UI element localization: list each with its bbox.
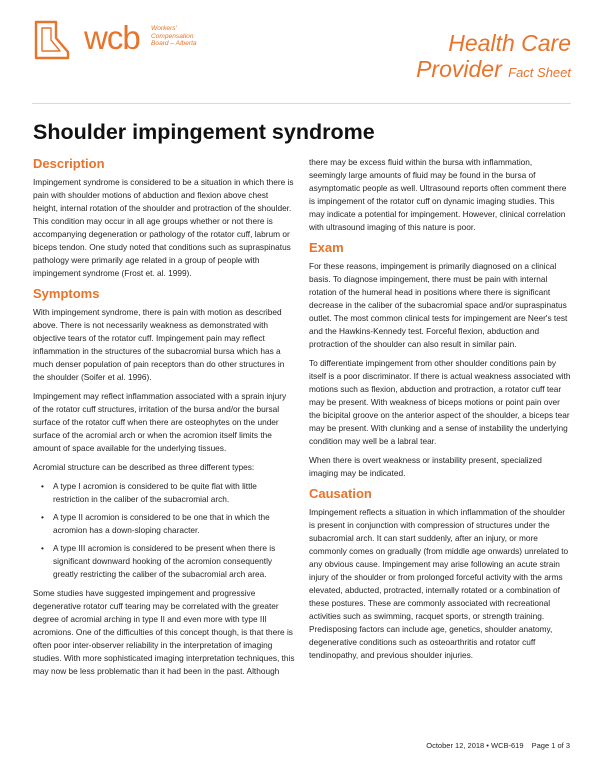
symptoms-paragraph-2: Impingement may reflect inflammation associated with a sprain injury of the rotator cuff structures, irritation of the bursa and/or the bursal surface of the rotator cuff when there are osteophytes on the under surface of the acromial arch or when the acromion itself limits the amount of space available for the underlying tissues. [33,391,287,453]
description-paragraph: Impingement syndrome is considered to be a situation in which there is pain with shoulder motions of abduction and flexion above chest height, internal rotation of the shoulder and protraction of the shoulder. This condition may occur in all age groups whether or not there is accompanying degeneration or pathology of the rotator cuff, labrum or biceps tendon. One study noted that conditions such as supraspinatus pathology were primarily age related in a group of people with impingement syndrome (Frost et. al. 1999). [33,177,294,278]
logo-org-name [151,25,211,48]
acromion-type-list [33,480,295,581]
banner-provider: Provider [416,56,502,82]
fact-sheet-banner [416,30,571,86]
right-column [309,156,571,668]
exam-paragraph-1: For these reasons, impingement is primarily diagnosed on a clinical basis. To diagnose impingement, there must be pain with internal rotation of the humeral head in positions where there is significant decrease in the caliber of the subacromial space and/or supraspinatus outlet. The most common clinical tests for impingement are Neer's test and the Hawkins-Kennedy test. Forceful flexion, abduction and protraction of the shoulder can also result in similar pain. [309,261,568,349]
alberta-map-icon [32,18,82,62]
causation-paragraph: Impingement reflects a situation in which inflammation of the shoulder is present in conjunction with compression of structures under the subacromial arch. It can start suddenly, after an injury, or more commonly comes on gradually (from middle age onwards) unrelated to any obvious cause. Impingement may arise following an acute strain injury of the shoulder or from prolonged forceful activity with the arms elevated, abducted, protracted, internally rotated or a combination of these postures. These are commonly associated with recreational activities such as swimming, racquet sports, or strength training. Predisposing factors can include age, genetics, shoulder anatomy, degenerative conditions such as osteoarthritis and rotator cuff tendinopathy, and previous shoulder injuries. [309,507,569,660]
banner-suffix: Fact Sheet [508,65,571,80]
symptoms-paragraph-4: Some studies have suggested impingement and progressive degenerative rotator cuff tearing may be correlated with the greater degree of acromial arching in type II and even more with type III acromions. One of the difficulties of this concept though, is that there is often poor inter-observer reliability in the interpretation of imaging studies. With more sophisticated imaging interpretation techniques, this may now be less problematic than it had been in the past. Although [33,588,295,676]
banner-line-2 [416,56,571,86]
symptoms-heading: Symptoms [33,286,100,301]
header-divider [32,103,571,104]
org-line-2: Compensation [151,32,194,40]
causation-heading: Causation [309,486,372,501]
symptoms-paragraph-3: Acromial structure can be described as three different types: [33,462,255,472]
banner-line-1: Health Care [448,30,571,56]
continued-paragraph: there may be excess fluid within the bursa with inflammation, seemingly large amounts of fluid may be found in the bursa of asymptomatic people as well. Ultrasound reports often comment there is impingement of the rotator cuff on dynamic imaging studies. This may indicate a potential for impingement. However, clinical correlation with ultrasound imaging of this nature is poor. [309,157,567,232]
exam-paragraph-2: To differentiate impingement from other shoulder conditions pain by itself is a poor discriminator. If there is actual weakness associated with motions such as flexion, abduction and protraction, a rotator cuff tear may be present. With weakness of biceps motions or point pain over the bicipital groove on the anterior aspect of the shoulder, a biceps tear may be present. With clunking and a sense of instability the underlying condition may well be a labral tear. [309,358,571,446]
description-heading: Description [33,156,105,171]
wcb-logo [32,18,197,62]
footer-date-code: October 12, 2018 • WCB-619 [426,741,524,750]
exam-heading: Exam [309,240,344,255]
exam-paragraph-3: When there is overt weakness or instability present, specialized imaging may be indicated. [309,455,542,478]
org-line-1: Workers' [151,25,177,32]
left-column [33,150,295,684]
logo-wordmark: wcb [84,19,140,56]
symptoms-paragraph-1: With impingement syndrome, there is pain with motion as described above. There is not necessarily weakness as demonstrated with objective tears of the rotator cuff. Impingement pain may reflect inflammation in the structures of the subacromial bursa which has a much denser population of pain receptors than do other structures in the shoulder (Soifer et al. 1996). [33,307,285,382]
footer-page-number: Page 1 of 3 [531,741,570,750]
page-footer [420,741,570,751]
list-item: • A type III acromion is considered to be present when there is significant downward hooking of the acromion consequently greatly restricting the caliber of the subacromial arch area. [53,542,295,581]
list-item: • A type II acromion is considered to be one that in which the acromion has a down-sloping character. [53,511,295,537]
page-title: Shoulder impingement syndrome [33,120,375,144]
org-line-3: Board – Alberta [151,40,197,48]
list-item: • A type I acromion is considered to be quite flat with little restriction in the caliber of the subacromial arch. [53,480,295,506]
